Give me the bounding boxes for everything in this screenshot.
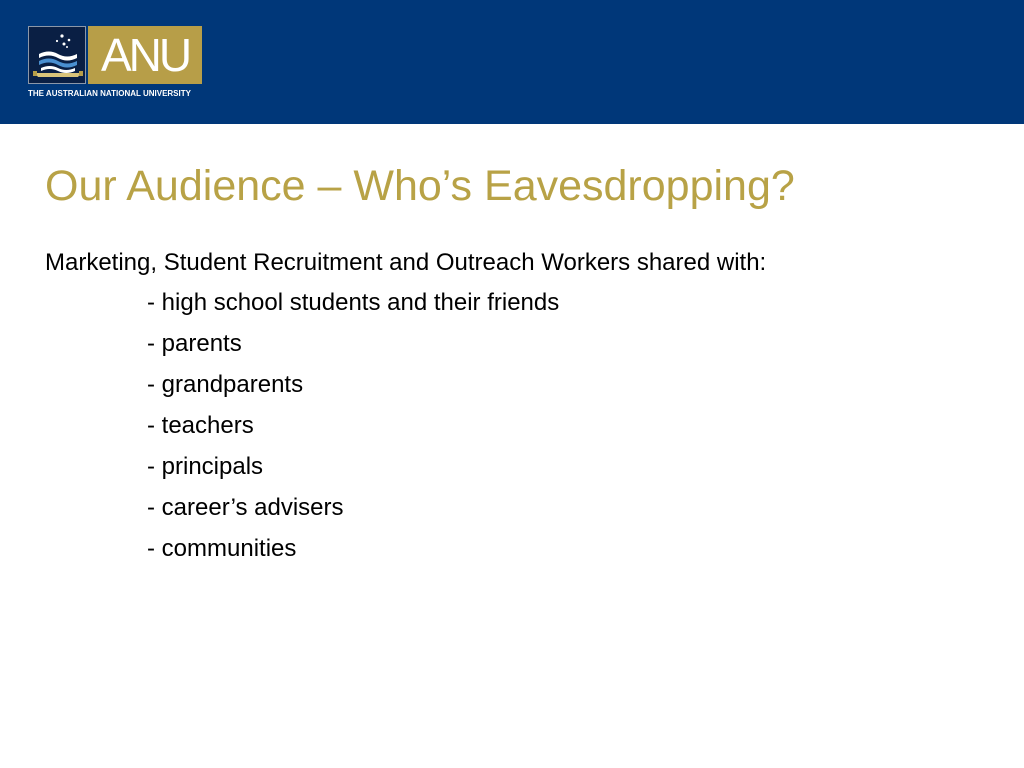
list-item: - principals — [147, 453, 264, 480]
logo-caption: THE AUSTRALIAN NATIONAL UNIVERSITY — [28, 89, 191, 98]
slide-intro-text: Marketing, Student Recruitment and Outreach Workers shared with: — [45, 249, 767, 276]
anu-logo[interactable] — [28, 26, 202, 102]
audience-list — [147, 288, 559, 575]
list-item: - high school students and their friends — [147, 289, 560, 316]
header-bar — [0, 0, 1024, 124]
list-item: - parents — [147, 330, 242, 357]
list-item: - teachers — [147, 412, 254, 439]
slide-title: Our Audience – Who’s Eavesdropping? — [45, 162, 795, 210]
list-item: - communities — [147, 535, 297, 562]
university-crest-icon — [28, 26, 86, 84]
list-item: - career’s advisers — [147, 494, 344, 521]
anu-wordmark: ANU — [100, 29, 190, 81]
anu-wordmark-box — [88, 26, 202, 84]
list-item: - grandparents — [147, 371, 304, 398]
